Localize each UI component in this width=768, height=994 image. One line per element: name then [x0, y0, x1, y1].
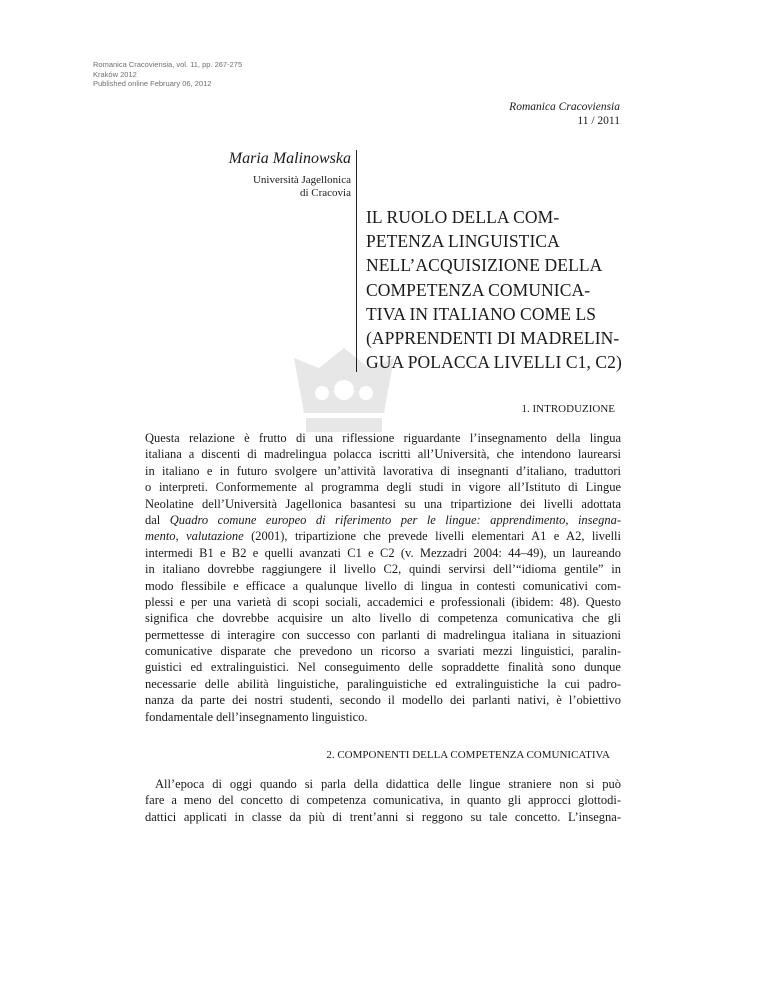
affiliation-line-2: di Cracovia — [299, 186, 351, 199]
text-line: mento, valutazione (2001), tripartizione che prevede livelli elementari A1 e A2, livelli — [145, 529, 621, 544]
text-line: permettesse di interagire con successo con parlanti di madrelingua italiana in situazioni — [145, 627, 621, 642]
text-line: o interpreti. Conformemente al programma degli studi in vigore all’Istituto di Lingue — [145, 480, 621, 495]
title-line: IL RUOLO DELLA COM- — [366, 207, 560, 227]
author-name: Maria Malinowska — [228, 150, 351, 167]
text-line: necessarie delle abilità linguistiche, paralinguistiche ed extralinguistiche la cui padro- — [145, 676, 621, 691]
affiliation-line-1: Università Jagellonica — [252, 174, 351, 186]
text-line: Neolatine dell’Università Jagellonica basantesi su una tripartizione dei livelli adottata — [145, 496, 621, 511]
article-title — [366, 205, 696, 374]
paragraph-introduzione — [145, 430, 621, 725]
publication-meta — [93, 60, 242, 89]
text-line: dattici applicati in classe da più di trent’anni si reggono su tale concetto. L’insegna- — [145, 809, 621, 824]
text-line: fare a meno del concetto di competenza comunicativa, in quanto gli approcci glottodi- — [145, 793, 621, 808]
author-affiliation — [229, 174, 351, 199]
text-line: nanza da parte dei nostri studenti, secondo il modello dei parlanti nativi, è l’obiettivo — [145, 693, 621, 708]
text-line: intermedi B1 e B2 e quelli avanzati C1 e C2 (v. Mezzadri 2004: 44–49), un laureando — [145, 545, 621, 560]
section-heading-introduzione: 1. INTRODUZIONE — [521, 403, 615, 415]
text-line: Questa relazione è frutto di una riflessione riguardante l’insegnamento della lingua — [145, 431, 621, 445]
text-line: plessi e per una varietà di scopi sociali, accademici e professionali (ibidem: 48). Questo — [145, 594, 621, 609]
meta-published-online: Published online February 06, 2012 — [93, 79, 212, 89]
text-line: significa che dovrebbe acquisire un alto livello di competenza comunicativa che gli — [145, 611, 621, 626]
title-line: GUA POLACCA LIVELLI C1, C2) — [366, 352, 622, 373]
meta-place-year: Kraków 2012 — [93, 69, 137, 79]
section-heading-componenti: 2. COMPONENTI DELLA COMPETENZA COMUNICATIVA — [326, 749, 610, 761]
text-line: comunicative disparate che prevedono un ricorso a svariati mezzi linguistici, paralin- — [145, 644, 621, 659]
title-line: NELL’ACQUISIZIONE DELLA — [366, 255, 603, 276]
journal-issue: 11 / 2011 — [577, 115, 620, 127]
text-line: fondamentale dell’insegnamento linguistico. — [145, 709, 368, 724]
meta-citation: Romanica Cracoviensia, vol. 11, pp. 267-275 — [93, 60, 243, 69]
paragraph-componenti — [145, 776, 621, 825]
text-line: guistici ed extralinguistici. Nel conseguimento delle sopraddette finalità sono dunque — [145, 660, 621, 675]
title-line: (APPRENDENTI DI MADRELIN- — [366, 328, 620, 349]
title-line: PETENZA LINGUISTICA — [366, 231, 560, 252]
title-line: COMPETENZA COMUNICA- — [366, 279, 591, 300]
journal-name: Romanica Cracoviensia — [509, 101, 620, 113]
title-line: TIVA IN ITALIANO COME LS — [366, 303, 597, 324]
text-line: in italiano e in futuro svolgere un’attività lavorativa di insegnanti d’italiano, traduttori — [145, 463, 621, 478]
text-line: modo flessibile e efficace a qualunque livello di lingua in contesti comunicativi com- — [145, 578, 621, 593]
text-line: italiana a discenti di madrelingua polacca iscritti all’Università, che intendono laurearsi — [145, 447, 621, 462]
text-line: in italiano dovrebbe raggiungere il livello C2, quindi servirsi dell’“idioma gentile” in — [145, 562, 621, 577]
text-line: dal Quadro comune europeo di riferimento per le lingue: apprendimento, insegna- — [145, 512, 621, 527]
text-line: All’epoca di oggi quando si parla della didattica delle lingue straniere non si può — [155, 777, 621, 791]
author-block — [229, 150, 351, 199]
journal-header — [509, 100, 620, 128]
